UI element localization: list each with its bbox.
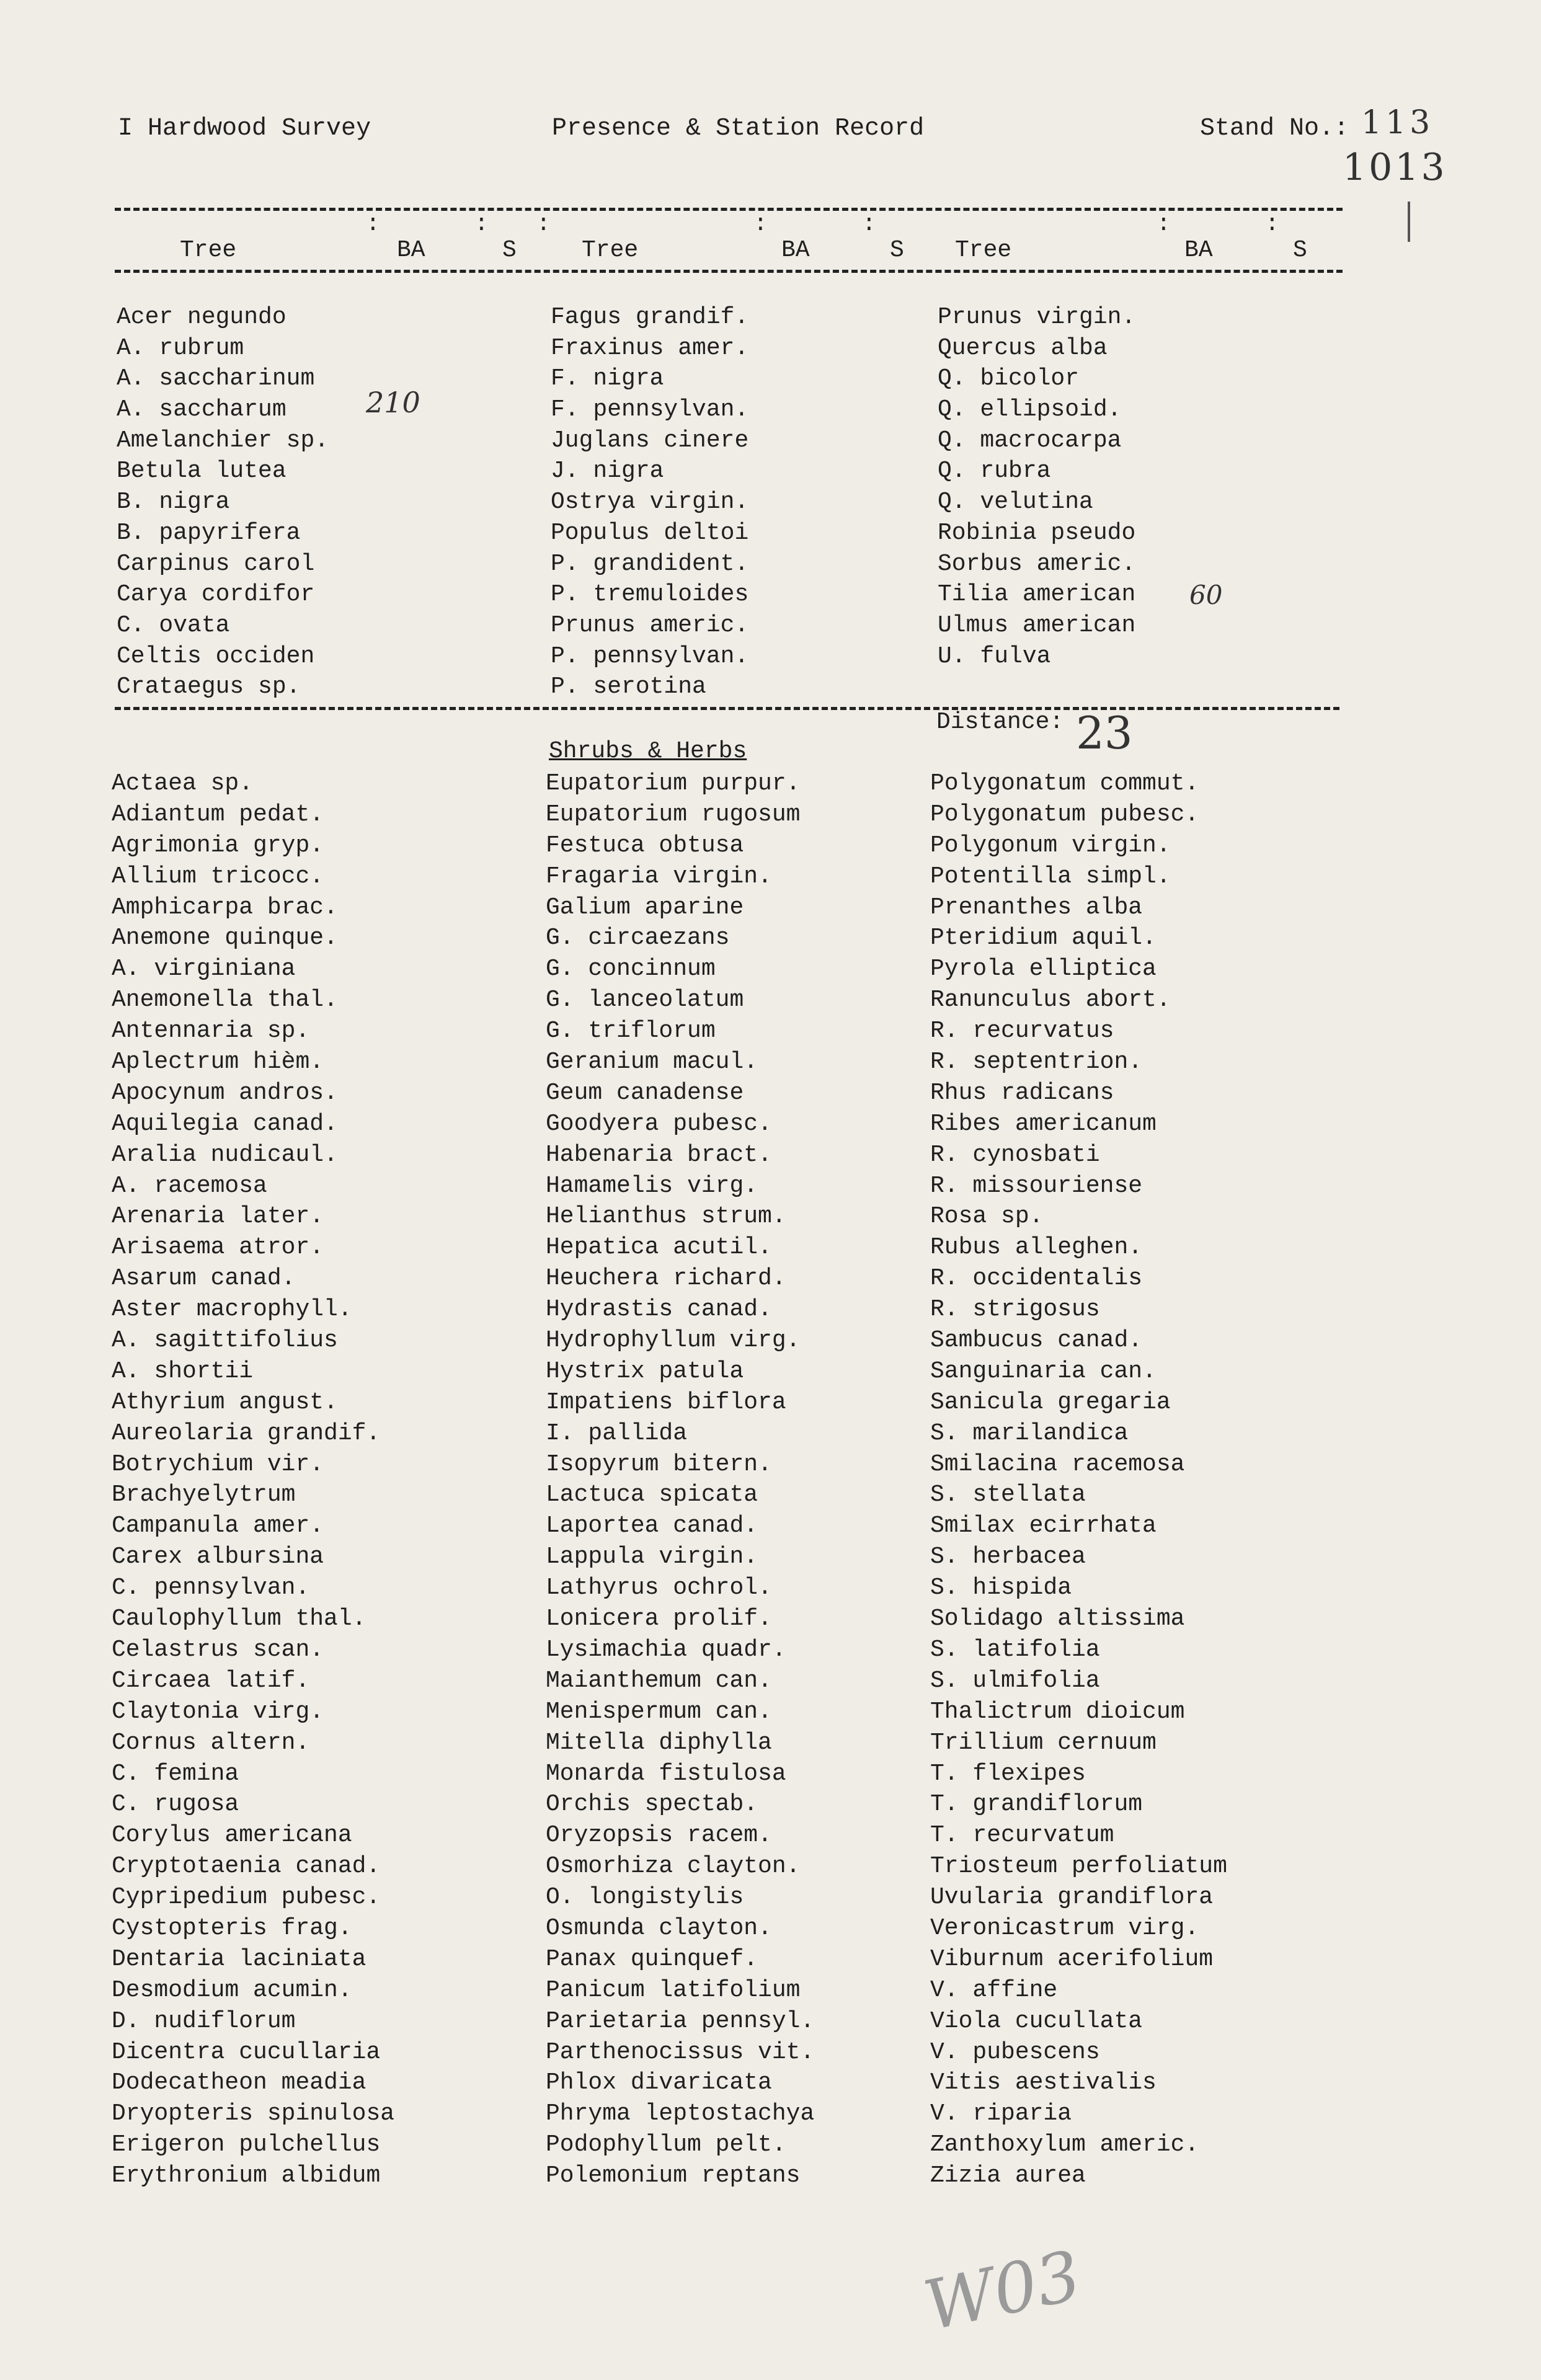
list-item: U. fulva [938, 642, 1051, 670]
list-item: Triosteum perfoliatum [930, 1853, 1227, 1880]
list-item: D. nudiflorum [112, 2007, 296, 2035]
list-item: Viola cucullata [930, 2007, 1143, 2035]
list-item: Phlox divaricata [546, 2069, 772, 2097]
list-item: Hepatica acutil. [546, 1234, 772, 1261]
list-item: Impatiens biflora [546, 1388, 786, 1416]
list-item: Botrychium vir. [112, 1450, 324, 1478]
list-item: Circaea latif. [112, 1667, 310, 1694]
list-item: Dicentra cucullaria [112, 2038, 381, 2066]
list-item: Polygonatum commut. [930, 770, 1199, 797]
list-item: Zanthoxylum americ. [930, 2131, 1199, 2159]
list-item: Veronicastrum virg. [930, 1914, 1199, 1942]
list-item: Campanula amer. [112, 1512, 324, 1540]
list-item: P. tremuloides [551, 581, 749, 608]
list-item: A. saccharinum [117, 365, 315, 393]
list-item: Eupatorium purpur. [546, 770, 801, 797]
separator-colons: : [862, 211, 876, 238]
list-item: R. occidentalis [930, 1265, 1143, 1292]
list-item: Sanicula gregaria [930, 1388, 1171, 1416]
list-item: Actaea sp. [112, 770, 254, 797]
list-item: Laportea canad. [546, 1512, 758, 1540]
list-item: Ranunculus abort. [930, 987, 1171, 1014]
footer-handwritten-note: W03 [917, 2236, 1088, 2346]
list-item: Lappula virgin. [546, 1543, 758, 1571]
list-item: R. septentrion. [930, 1049, 1143, 1076]
list-item: Ulmus american [938, 611, 1136, 639]
list-item: Claytonia virg. [112, 1698, 324, 1725]
list-item: Asarum canad. [112, 1265, 296, 1292]
separator-colons: : [1265, 211, 1279, 238]
list-item: Vitis aestivalis [930, 2069, 1157, 2097]
list-item: Rhus radicans [930, 1079, 1114, 1106]
list-item: Q. bicolor [938, 365, 1080, 393]
list-item: Goodyera pubesc. [546, 1110, 772, 1137]
list-item: Parthenocissus vit. [546, 2038, 815, 2066]
herb-list-col1 [112, 768, 394, 2191]
list-item: Prunus virgin. [938, 304, 1136, 331]
list-item: Prunus americ. [551, 611, 749, 639]
list-item: B. nigra [117, 489, 230, 516]
list-item: Athyrium angust. [112, 1388, 338, 1416]
list-item: Apocynum andros. [112, 1079, 338, 1106]
distance-value: 23 [1076, 707, 1133, 759]
list-item: Ostrya virgin. [551, 489, 749, 516]
list-item: Ribes americanum [930, 1110, 1157, 1137]
list-item: Festuca obtusa [546, 832, 744, 859]
list-item: Sambucus canad. [930, 1327, 1143, 1354]
list-item: Robinia pseudo [938, 519, 1136, 546]
annotation-saccharum: 210 [366, 386, 420, 419]
stand-label: Stand No.: [1200, 115, 1349, 143]
list-item: Caulophyllum thal. [112, 1605, 366, 1633]
list-item: Uvularia grandiflora [930, 1884, 1214, 1911]
col-ba-2: BA [781, 237, 810, 264]
list-item: Aralia nudicaul. [112, 1141, 338, 1168]
list-item: C. ovata [117, 611, 230, 639]
list-item: Juglans cinere [551, 427, 749, 454]
separator-colons: : [536, 211, 551, 238]
list-item: Dentaria laciniata [112, 1945, 366, 1973]
list-item: Thalictrum dioicum [930, 1698, 1185, 1725]
list-item: Lysimachia quadr. [546, 1636, 786, 1663]
list-item: Lathyrus ochrol. [546, 1574, 772, 1602]
list-item: V. riparia [930, 2100, 1072, 2128]
list-item: T. flexipes [930, 1760, 1086, 1787]
list-item: V. pubescens [930, 2038, 1100, 2066]
col-s-3: S [1293, 237, 1307, 264]
list-item: Hydrastis canad. [546, 1296, 772, 1323]
list-item: Populus deltoi [551, 519, 749, 546]
list-item: Arenaria later. [112, 1203, 324, 1230]
list-item: Polygonum virgin. [930, 832, 1171, 859]
list-item: Panax quinquef. [546, 1945, 758, 1973]
separator-colons: : [366, 211, 380, 238]
list-item: C. pennsylvan. [112, 1574, 310, 1602]
list-item: Carex albursina [112, 1543, 324, 1571]
list-item: Q. macrocarpa [938, 427, 1122, 454]
list-item: Polemonium reptans [546, 2162, 801, 2190]
list-item: Erythronium albidum [112, 2162, 381, 2190]
list-item: Q. ellipsoid. [938, 396, 1122, 424]
list-item: Fraxinus amer. [551, 334, 749, 362]
list-item: Menispermum can. [546, 1698, 772, 1725]
list-item: Quercus alba [938, 334, 1108, 362]
list-item: Osmunda clayton. [546, 1914, 772, 1942]
list-item: S. hispida [930, 1574, 1072, 1602]
list-item: Amelanchier sp. [117, 427, 329, 454]
col-ba-1: BA [397, 237, 425, 264]
list-item: Cornus altern. [112, 1729, 310, 1756]
col-s-1: S [502, 237, 517, 264]
list-item: Cryptotaenia canad. [112, 1853, 381, 1880]
list-item: I. pallida [546, 1419, 688, 1447]
list-item: A. rubrum [117, 334, 244, 362]
list-item: Osmorhiza clayton. [546, 1853, 801, 1880]
list-item: Smilacina racemosa [930, 1450, 1185, 1478]
list-item: Trillium cernuum [930, 1729, 1157, 1756]
list-item: Isopyrum bitern. [546, 1450, 772, 1478]
list-item: R. cynosbati [930, 1141, 1100, 1168]
tree-list-col2 [551, 302, 748, 703]
list-item: Hystrix patula [546, 1357, 744, 1385]
list-item: Habenaria bract. [546, 1141, 772, 1168]
col-tree-1: Tree [180, 237, 237, 264]
list-item: Panicum latifolium [546, 1976, 801, 2004]
list-item: Prenanthes alba [930, 894, 1143, 921]
list-item: S. ulmifolia [930, 1667, 1100, 1694]
list-item: C. rugosa [112, 1791, 239, 1818]
list-item: Celastrus scan. [112, 1636, 324, 1663]
list-item: Erigeron pulchellus [112, 2131, 381, 2159]
col-tree-2: Tree [582, 237, 639, 264]
list-item: Oryzopsis racem. [546, 1822, 772, 1849]
list-item: Aureolaria grandif. [112, 1419, 381, 1447]
list-item: S. stellata [930, 1481, 1086, 1509]
list-item: Geranium macul. [546, 1049, 758, 1076]
list-item: Fagus grandif. [551, 304, 749, 331]
list-item: F. nigra [551, 365, 664, 393]
list-item: Polygonatum pubesc. [930, 801, 1199, 828]
list-item: Heuchera richard. [546, 1265, 786, 1292]
list-item: A. shortii [112, 1357, 254, 1385]
list-item: Aquilegia canad. [112, 1110, 338, 1137]
separator-colons: : [753, 211, 768, 238]
list-item: Crataegus sp. [117, 673, 301, 701]
herb-list-col2 [546, 768, 814, 2191]
list-item: F. pennsylvan. [551, 396, 749, 424]
shrubs-herbs-heading: Shrubs & Herbs [549, 738, 747, 765]
list-item: Antennaria sp. [112, 1018, 310, 1045]
tree-list-col1 [117, 302, 329, 703]
list-item: Viburnum acerifolium [930, 1945, 1214, 1973]
list-item: V. affine [930, 1976, 1058, 2004]
list-item: P. grandident. [551, 550, 749, 577]
list-item: Hamamelis virg. [546, 1172, 758, 1199]
list-item: Cypripedium pubesc. [112, 1884, 381, 1911]
col-s-2: S [890, 237, 904, 264]
stand-number-typed: 113 [1361, 104, 1434, 141]
list-item: A. saccharum [117, 396, 286, 424]
herb-list-col3 [930, 768, 1227, 2191]
list-item: Pyrola elliptica [930, 956, 1157, 983]
stand-number-handwritten: 1013 [1343, 146, 1447, 189]
list-item: S. herbacea [930, 1543, 1086, 1571]
list-item: Anemone quinque. [112, 925, 338, 952]
list-item: Monarda fistulosa [546, 1760, 786, 1787]
list-item: T. recurvatum [930, 1822, 1114, 1849]
list-item: Galium aparine [546, 894, 744, 921]
list-item: Parietaria pennsyl. [546, 2007, 815, 2035]
list-item: Geum canadense [546, 1079, 744, 1106]
list-item: G. circaezans [546, 925, 730, 952]
survey-title: I Hardwood Survey [118, 115, 371, 143]
list-item: A. sagittifolius [112, 1327, 338, 1354]
list-item: Pteridium aquil. [930, 925, 1157, 952]
list-item: Rubus alleghen. [930, 1234, 1143, 1261]
list-item: S. latifolia [930, 1636, 1100, 1663]
list-item: Phryma leptostachya [546, 2100, 815, 2128]
list-item: P. serotina [551, 673, 706, 701]
list-item: T. grandiflorum [930, 1791, 1143, 1818]
list-item: Acer negundo [117, 304, 286, 331]
list-item: Q. rubra [938, 458, 1051, 485]
list-item: Tilia american [938, 581, 1136, 608]
list-item: Corylus americana [112, 1822, 352, 1849]
list-item: Arisaema atror. [112, 1234, 324, 1261]
list-item: B. papyrifera [117, 519, 301, 546]
separator-colons: : [474, 211, 489, 238]
list-item: R. missouriense [930, 1172, 1143, 1199]
list-item: Brachyelytrum [112, 1481, 296, 1509]
list-item: Adiantum pedat. [112, 801, 324, 828]
list-item: P. pennsylvan. [551, 642, 749, 670]
list-item: A. racemosa [112, 1172, 267, 1199]
list-item: Lonicera prolif. [546, 1605, 772, 1633]
col-tree-3: Tree [955, 237, 1012, 264]
annotation-tilia: 60 [1189, 580, 1223, 610]
list-item: Sanguinaria can. [930, 1357, 1157, 1385]
list-item: A. virginiana [112, 956, 296, 983]
list-item: Rosa sp. [930, 1203, 1044, 1230]
list-item: Dodecatheon meadia [112, 2069, 366, 2097]
divider-middle [115, 707, 1339, 710]
list-item: C. femina [112, 1760, 239, 1787]
list-item: Podophyllum pelt. [546, 2131, 786, 2159]
list-item: Fragaria virgin. [546, 863, 772, 890]
list-item: Lactuca spicata [546, 1481, 758, 1509]
list-item: Betula lutea [117, 458, 286, 485]
list-item: Anemonella thal. [112, 987, 338, 1014]
list-item: R. recurvatus [930, 1018, 1114, 1045]
list-item: G. lanceolatum [546, 987, 744, 1014]
list-item: O. longistylis [546, 1884, 744, 1911]
list-item: Q. velutina [938, 489, 1093, 516]
list-item: Eupatorium rugosum [546, 801, 801, 828]
list-item: Allium tricocc. [112, 863, 324, 890]
list-item: Carya cordifor [117, 581, 315, 608]
divider-header-bottom [115, 270, 1343, 273]
list-item: Mitella diphylla [546, 1729, 772, 1756]
record-title: Presence & Station Record [552, 115, 925, 143]
tree-list-col3 [938, 302, 1135, 672]
list-item: R. strigosus [930, 1296, 1100, 1323]
list-item: Smilax ecirrhata [930, 1512, 1157, 1540]
pencil-tick-mark [1408, 202, 1410, 242]
list-item: Hydrophyllum virg. [546, 1327, 801, 1354]
list-item: Orchis spectab. [546, 1791, 758, 1818]
list-item: S. marilandica [930, 1419, 1129, 1447]
col-ba-3: BA [1184, 237, 1213, 264]
list-item: Celtis occiden [117, 642, 315, 670]
list-item: Agrimonia gryp. [112, 832, 324, 859]
list-item: J. nigra [551, 458, 664, 485]
list-item: Aster macrophyll. [112, 1296, 352, 1323]
list-item: Zizia aurea [930, 2162, 1086, 2190]
list-item: Carpinus carol [117, 550, 315, 577]
distance-label: Distance: [936, 709, 1064, 735]
list-item: G. concinnum [546, 956, 716, 983]
list-item: Dryopteris spinulosa [112, 2100, 395, 2128]
list-item: Potentilla simpl. [930, 863, 1171, 890]
list-item: Helianthus strum. [546, 1203, 786, 1230]
list-item: Desmodium acumin. [112, 1976, 352, 2004]
list-item: Aplectrum hièm. [112, 1049, 324, 1076]
list-item: G. triflorum [546, 1018, 716, 1045]
list-item: Cystopteris frag. [112, 1914, 352, 1942]
separator-colons: : [1157, 211, 1171, 238]
list-item: Amphicarpa brac. [112, 894, 338, 921]
list-item: Sorbus americ. [938, 550, 1136, 577]
list-item: Maianthemum can. [546, 1667, 772, 1694]
list-item: Solidago altissima [930, 1605, 1185, 1633]
